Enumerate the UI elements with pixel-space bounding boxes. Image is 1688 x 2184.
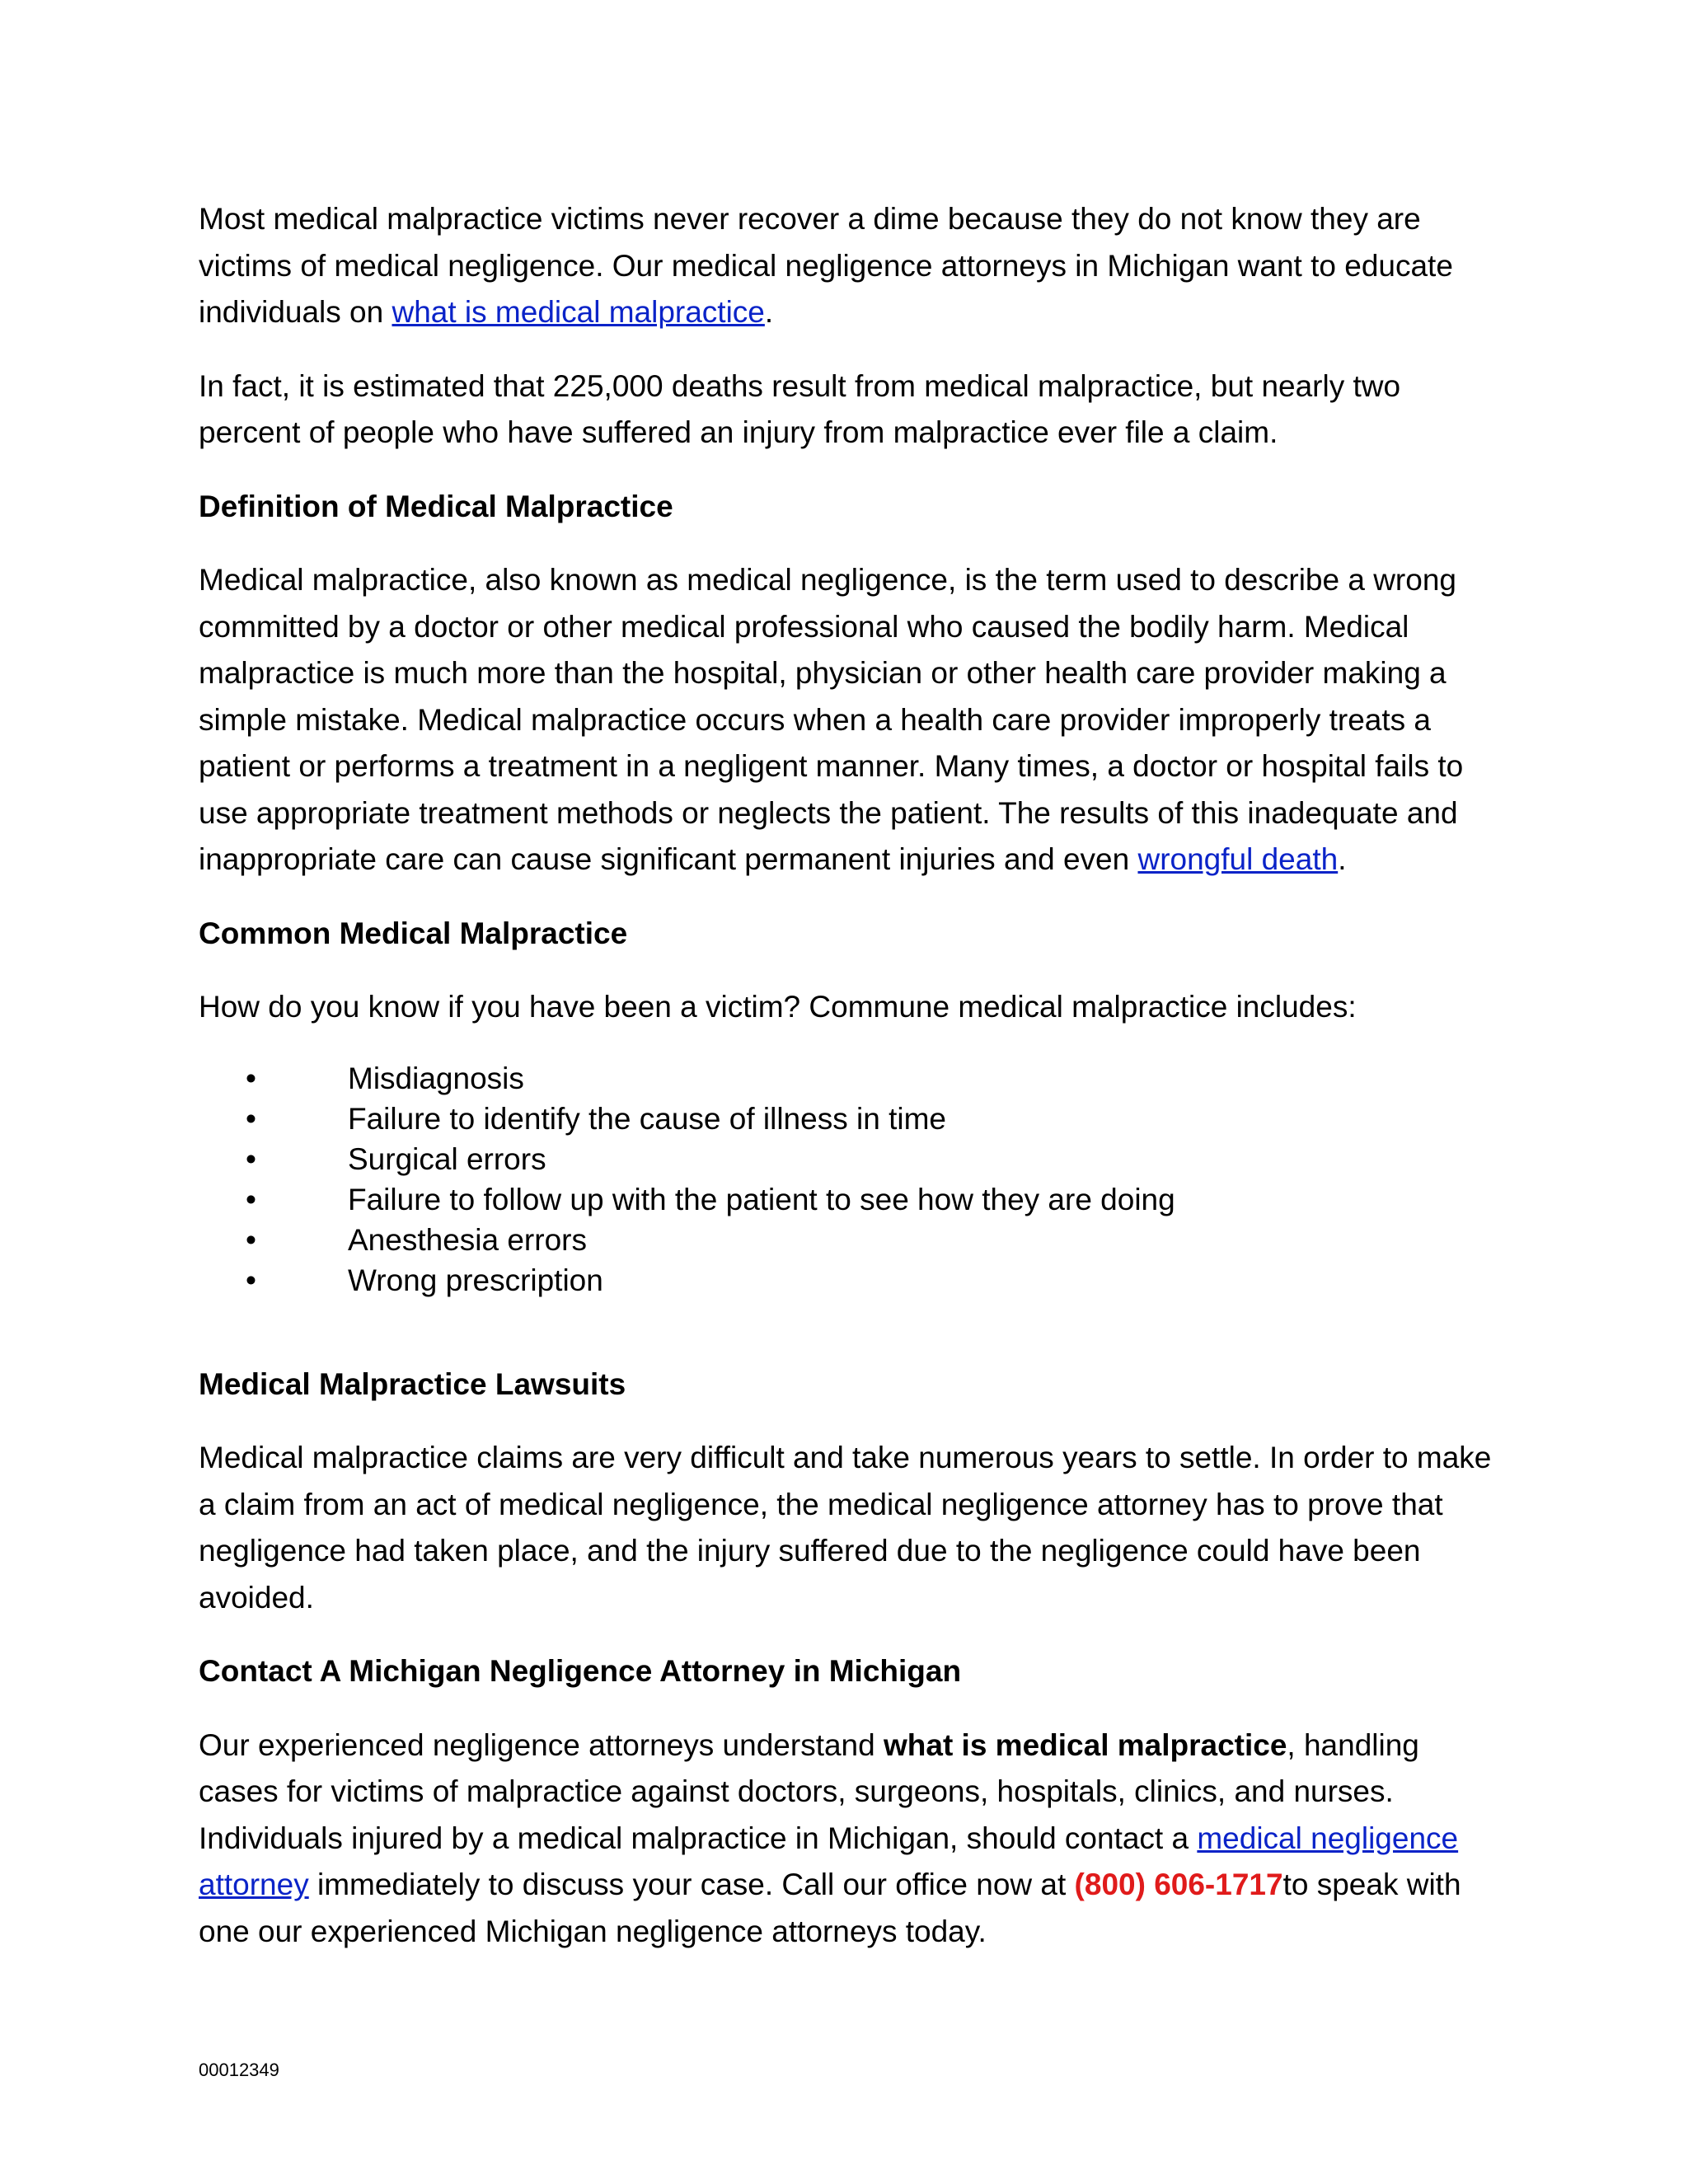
list-item [199,1220,1493,1260]
bullet-icon: • [246,1061,256,1095]
definition-text-end: . [1338,842,1347,876]
bullet-icon: • [246,1263,256,1297]
contact-paragraph [199,1722,1493,1956]
statistic-paragraph: In fact, it is estimated that 225,000 deaths result from medical malpractice, but nearly two percent of people who have suffered an injury from malpractice ever file a claim. [199,368,1401,449]
contact-text: immediately to discuss your case. Call our office now at [308,1868,1075,1901]
list-item [199,1260,1493,1301]
list-item-text: Surgical errors [348,1141,546,1176]
list-item-text: Failure to follow up with the patient to see how they are doing [348,1182,1175,1216]
contact-text: Our experienced negligence attorneys understand [199,1727,884,1762]
definition-text: Medical malpractice, also known as medical negligence, is the term used to describe a wrong committed by a doctor or other medical professional who caused the bodily harm. Medical malpractice is much more than the hospital, physician or other health care provider making a simple mistake. Medical malpractice occurs when a health care provider improperly treats a patient or performs a treatment in a negligent manner. Many times, a doctor or hospital fails to use appropriate treatment methods or neglects the patient. The results of this inadequate and inappropriate care can cause significant permanent injuries and even [199,563,1464,876]
wrongful-death-link[interactable]: wrongful death [1137,842,1339,876]
common-intro-paragraph: How do you know if you have been a victim? Commune medical malpractice includes: [199,990,1357,1024]
intro-paragraph [199,196,1493,336]
common-heading: Common Medical Malpractice [199,916,628,950]
list-item [199,1099,1493,1139]
contact-heading: Contact A Michigan Negligence Attorney in Michigan [199,1654,962,1688]
bullet-icon: • [246,1222,256,1257]
bullet-icon: • [246,1141,256,1176]
list-item-text: Misdiagnosis [348,1061,524,1095]
list-item-text: Failure to identify the cause of illness in time [348,1101,946,1136]
list-item-text: Wrong prescription [348,1263,603,1297]
definition-paragraph [199,557,1493,883]
document-body [199,196,1493,1982]
list-item [199,1139,1493,1179]
intro-text: Most medical malpractice victims never recover a dime because they do not know they are victims of medical negligence. Our medical negligence attorneys in Michigan want to educate individuals on [199,202,1453,329]
contact-bold-text: what is medical malpractice [883,1727,1287,1762]
list-item-text: Anesthesia errors [348,1222,587,1257]
what-is-medical-malpractice-link[interactable]: what is medical malpractice [392,295,765,329]
malpractice-list [199,1058,1493,1301]
lawsuits-heading: Medical Malpractice Lawsuits [199,1366,626,1401]
bullet-icon: • [246,1101,256,1136]
definition-heading: Definition of Medical Malpractice [199,489,673,523]
medical-negligence-attorney-link[interactable]: medical negligence attorney [199,1821,1459,1901]
lawsuits-paragraph: Medical malpractice claims are very difficult and take numerous years to settle. In order to make a claim from an act of medical negligence, the medical negligence attorney has to prove that negligence had taken place, and the injury suffered due to the negligence could have been avoided. [199,1441,1492,1615]
document-id: 00012349 [199,2060,279,2080]
list-item [199,1179,1493,1220]
list-item [199,1058,1493,1099]
intro-text-end: . [764,295,774,329]
contact-text: to speak with one our experienced Michigan negligence attorneys today. [199,1868,1461,1948]
bullet-icon: • [246,1182,256,1216]
phone-number: (800) 606-1717 [1074,1868,1283,1901]
contact-text: , handling cases for victims of malpractice against doctors, surgeons, hospitals, clinics, and nurses. Individuals injured by a medical malpractice in Michigan, should contact a [199,1727,1419,1855]
